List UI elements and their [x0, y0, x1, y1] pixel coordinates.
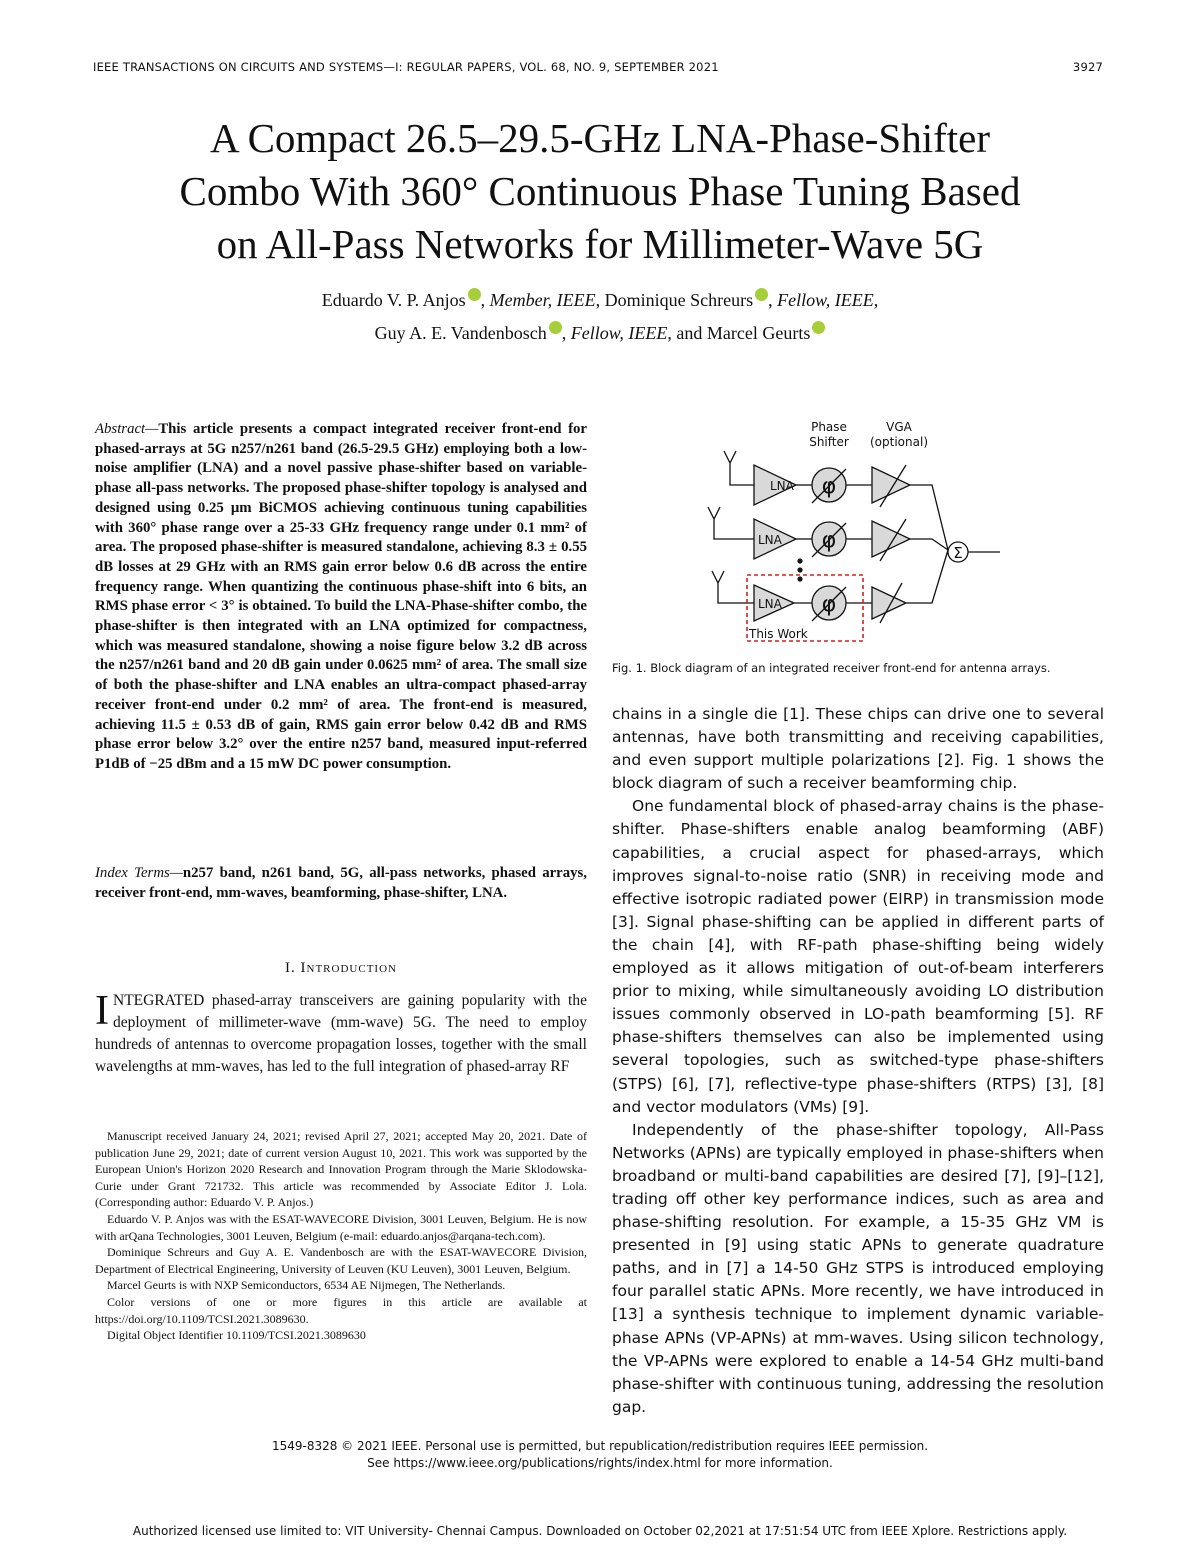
- ellipsis-dot: [797, 558, 802, 563]
- ellipsis-dot: [797, 576, 802, 581]
- running-head: [93, 60, 1103, 74]
- copyright-line-2: See https://www.ieee.org/publications/rights/index.html for more information.: [367, 1456, 833, 1470]
- title-line-2: Combo With 360° Continuous Phase Tuning Based: [179, 168, 1021, 214]
- intro-lead: NTEGRATED: [113, 992, 205, 1009]
- footnote-doi: Digital Object Identifier 10.1109/TCSI.2021.3089630: [107, 1328, 366, 1343]
- license-footer: Authorized licensed use limited to: VIT University- Chennai Campus. Downloaded on October 02,2021 at 17:51:54 UTC from IEEE Xplore. Restrictions apply.: [132, 1524, 1068, 1538]
- intro-paragraph: [95, 990, 587, 1078]
- footnote-author-1: Eduardo V. P. Anjos was with the ESAT-WAVECORE Division, 3001 Leuven, Belgium. He is now with arQana Technologies, 3001 Leuven, Belgium (e-mail: eduardo.anjos@arqana-tech.com).: [95, 1211, 587, 1243]
- lna-label: LNA: [770, 479, 794, 493]
- section-heading: I. Introduction: [285, 960, 397, 976]
- footnote-manuscript: Manuscript received January 24, 2021; revised April 27, 2021; accepted May 20, 2021. Date of publication June 29, 2021; date of current version August 10, 2021. This work was supported by the European Union's Horizon 2020 Research and Innovation Program through the Marie Sklodowska-Curie under Grant 721732. This article was recommended by Associate Editor J. Lola. (Corresponding author: Eduardo V. P. Anjos.): [95, 1129, 587, 1210]
- drop-cap: I: [95, 988, 109, 1034]
- phi-symbol: φ: [821, 528, 837, 553]
- chain-2: [708, 507, 910, 561]
- abstract-text: This article presents a compact integrated receiver front-end for phased-arrays at 5G n257/n261 band (26.5-29.5 GHz) employing both a low-noise amplifier (LNA) and a novel passive phase-shifter based on variable-phase all-pass networks. The proposed phase-shifter topology is analysed and designed using 0.25 μm BiCMOS achieving continuous tuning capabilities with 360° phase range over a 25-33 GHz frequency range under 0.1 mm² of area. The proposed phase-shifter is measured standalone, achieving 8.3 ± 0.55 dB losses at 29 GHz with an RMS gain error below 0.6 dB across the entire frequency range. When quantizing the continuous phase-shift into 6 bits, an RMS phase error < 3° is obtained. To build the LNA-Phase-shifter combo, the phase-shifter is then integrated with an LNA optimized for compactness, which was measured standalone, showing a noise figure below 3.2 dB across the n257/n261 band and 20 dB gain under 0.0625 mm² of area. The small size of both the phase-shifter and LNA enables an ultra-compact phased-array receiver front-end under 0.2 mm² of area. The front-end is measured, achieving 11.5 ± 0.53 dB of gain, RMS gain error below 0.42 dB and RMS phase error below 3.2° over the entire n257 band, measured input-referred P1dB of −25 dBm and a 15 mW DC power consumption.: [95, 421, 587, 772]
- paragraph-2: One fundamental block of phased-array chains is the phase-shifter. Phase-shifters enable analog beamforming (ABF) capabilities, a crucial aspect for phased-arrays, which improves signal-to-noise ratio (SNR) in receiving mode and effective isotropic radiated power (EIRP) in transmission mode [3]. Signal phase-shifting can be applied in different parts of the chain [4], with RF-path phase-shifting being widely employed as it allows mitigation of out-of-beam interferers prior to mixing, while simultaneously avoiding LO distribution issues commonly observed in LO-path beamforming [5]. RF phase-shifters themselves can also be implemented using several topologies, such as switched-type phase-shifters (STPS) [6], [7], reflective-type phase-shifters (RTPS) [3], [8] and vector modulators (VMs) [9].: [612, 797, 1104, 1116]
- abstract: [95, 420, 587, 775]
- phi-symbol: φ: [821, 474, 837, 499]
- lna-label: LNA: [758, 597, 782, 611]
- paragraph-3: Independently of the phase-shifter topology, All-Pass Networks (APNs) are typically employed in phase-shifters when broadband or multi-band capabilities are desired [7], [9]–[12], trading off other key performance indices, such as area and phase-shifting resolution. For example, a 15-35 GHz VM is presented in [9] using static APNs to generate quadrature paths, and in [7] a 14-50 GHz STPS is introduced employing four parallel static APNs. More recently, we have introduced in [13] a synthesis technique to implement dynamic variable-phase APNs (VP-APNs) at mm-waves. Using silicon technology, the VP-APNs were explored to enable a 14-54 GHz multi-band phase-shifter with continuous tuning, addressing the resolution gap.: [612, 1120, 1104, 1416]
- author-name: Guy A. E. Vandenbosch: [374, 323, 547, 343]
- author-role: Fellow, IEEE: [777, 290, 874, 310]
- copyright-line-1: 1549-8328 © 2021 IEEE. Personal use is permitted, but republication/redistribution requires IEEE permission.: [271, 1439, 929, 1453]
- author-role: Fellow, IEEE: [570, 323, 668, 343]
- block-diagram-figure: [700, 415, 1040, 645]
- journal-info: IEEE TRANSACTIONS ON CIRCUITS AND SYSTEMS—I: REGULAR PAPERS, VOL. 68, NO. 9, SEPTEMBER 2021: [93, 60, 719, 74]
- author-line-2: Guy A. E. Vandenbosch , Fellow, IEEE, and Marcel Geurts: [60, 317, 1140, 350]
- vga-amplifier: [872, 587, 906, 619]
- antenna-icon: [724, 451, 754, 485]
- footnote-author-2-3: Dominique Schreurs and Guy A. E. Vandenbosch are with the ESAT-WAVECORE Division, Department of Electrical Engineering, University of Leuven (KU Leuven), 3001 Leuven, Belgium.: [95, 1245, 587, 1276]
- label-shifter: Shifter: [809, 435, 849, 449]
- footnotes: [95, 1128, 587, 1344]
- figure-caption: Fig. 1. Block diagram of an integrated receiver front-end for antenna arrays.: [612, 661, 1051, 675]
- author-list: [60, 284, 1140, 350]
- vga-amplifier: [872, 521, 910, 557]
- orcid-icon[interactable]: [468, 288, 481, 301]
- label-phase: Phase: [811, 420, 847, 434]
- this-work-label: This Work: [749, 627, 808, 641]
- footnote-author-4: Marcel Geurts is with NXP Semiconductors, 6534 AE Nijmegen, The Netherlands.: [107, 1278, 506, 1293]
- chain-1: [724, 451, 910, 507]
- author-role: Member, IEEE: [489, 290, 596, 310]
- label-optional: (optional): [870, 435, 928, 449]
- author-name: Dominique Schreurs: [604, 290, 754, 310]
- phi-symbol: φ: [821, 592, 837, 617]
- label-vga: VGA: [886, 420, 912, 434]
- index-terms-label: Index Terms—: [95, 865, 183, 881]
- index-terms-text: n257 band, n261 band, 5G, all-pass networks, phased arrays, receiver front-end, mm-waves, beamforming, phase-shifter, LNA.: [95, 865, 587, 901]
- orcid-icon[interactable]: [812, 321, 825, 334]
- index-terms: [95, 864, 587, 903]
- title-line-1: A Compact 26.5–29.5-GHz LNA-Phase-Shifter: [209, 115, 990, 161]
- paper-title: [60, 112, 1140, 271]
- orcid-icon[interactable]: [755, 288, 768, 301]
- title-line-3: on All-Pass Networks for Millimeter-Wave 5G: [216, 221, 984, 267]
- orcid-icon[interactable]: [549, 321, 562, 334]
- right-column-text: [612, 703, 1104, 1419]
- sum-symbol: Σ: [953, 544, 963, 562]
- intro-text: phased-array transceivers are gaining popularity with the deployment of millimeter-wave (mm-wave) 5G. The need to employ hundreds of antennas to overcome propagation losses, together with the small wavelengths at mm-waves, has led to the full integration of phased-array RF: [95, 992, 587, 1075]
- vga-amplifier: [872, 467, 910, 503]
- paragraph-1: chains in a single die [1]. These chips can drive one to several antennas, have both transmitting and receiving capabilities, and even support multiple polarizations [2]. Fig. 1 shows the block diagram of such a receiver beamforming chip.: [612, 705, 1104, 793]
- author-name: Marcel Geurts: [706, 323, 811, 343]
- footnote-color: Color versions of one or more figures in this article are available at https://doi.org/10.1109/TCSI.2021.3089630.: [95, 1294, 587, 1326]
- abstract-label: Abstract—: [95, 421, 159, 437]
- antenna-icon: [708, 507, 754, 539]
- page-number: 3927: [1072, 60, 1103, 74]
- author-line-1: Eduardo V. P. Anjos , Member, IEEE, Dominique Schreurs , Fellow, IEEE,: [321, 290, 879, 310]
- author-name: Eduardo V. P. Anjos: [321, 290, 466, 310]
- lna-label: LNA: [758, 533, 782, 547]
- chain-3: [712, 571, 906, 623]
- author-conjunction: and: [676, 323, 703, 343]
- copyright-notice: [60, 1438, 1140, 1472]
- ellipsis-dot: [797, 567, 802, 572]
